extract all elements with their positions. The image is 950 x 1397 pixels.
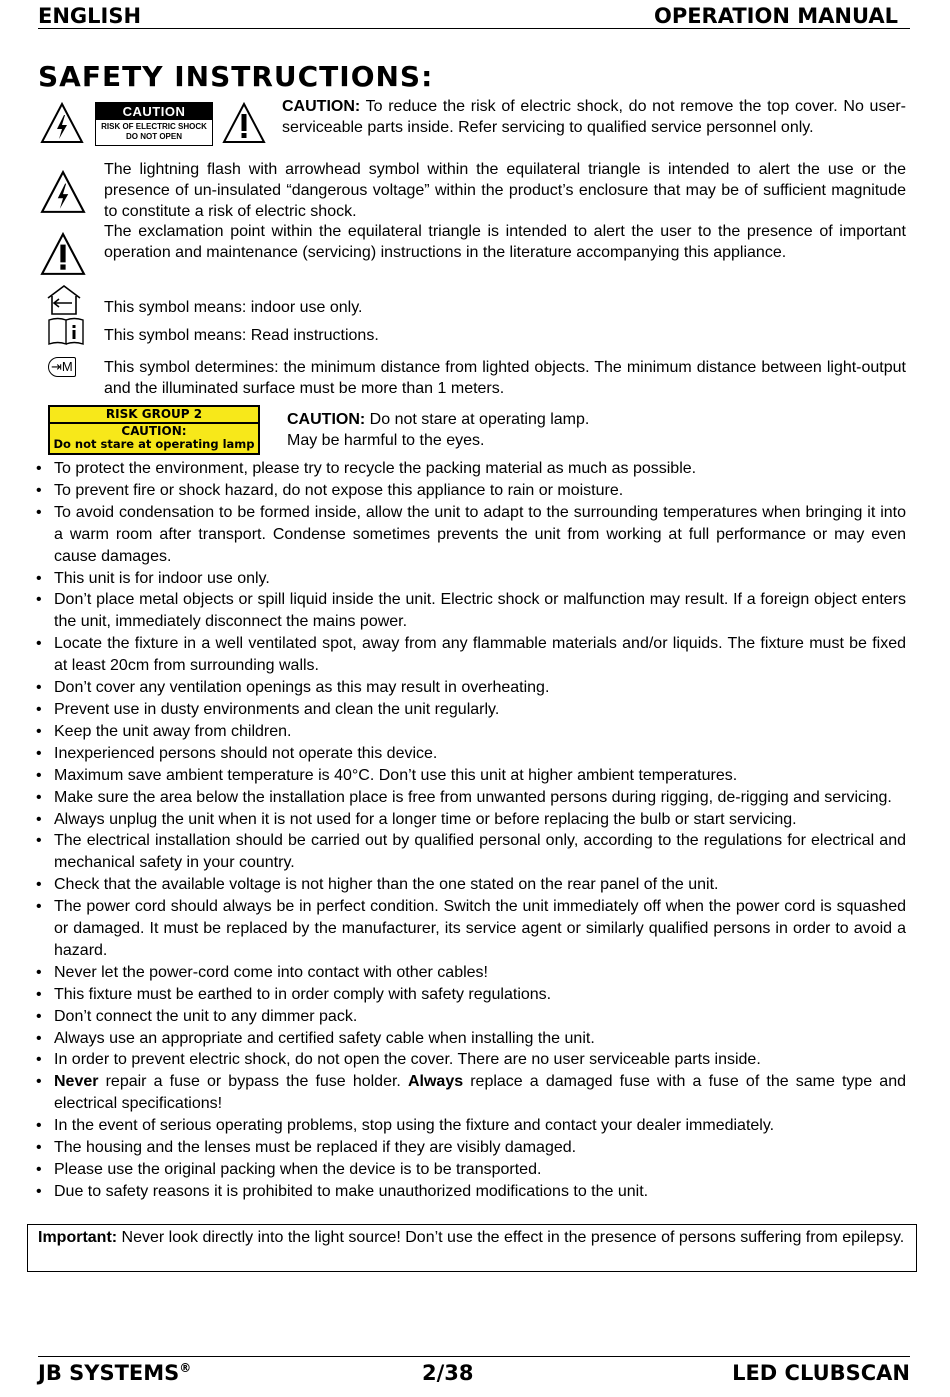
list-item: • To prevent fire or shock hazard, do not expose this appliance to rain or moisture. bbox=[36, 481, 624, 499]
footer-brand: JB SYSTEMS® bbox=[38, 1361, 192, 1385]
section-title: SAFETY INSTRUCTIONS: bbox=[38, 60, 434, 93]
caution-lamp-text: CAUTION: Do not stare at operating lamp. May be harmful to the eyes. bbox=[287, 411, 590, 449]
list-item: • This unit is for indoor use only. bbox=[36, 569, 270, 587]
list-item: • Don’t connect the unit to any dimmer pack. bbox=[36, 1007, 358, 1025]
list-item: • Due to safety reasons it is prohibited to make unauthorized modifications to the unit. bbox=[36, 1182, 649, 1200]
exclamation-symbol-icon bbox=[40, 231, 86, 277]
caution-cover-text: CAUTION: To reduce the risk of electric shock, do not remove the top cover. No user-serviceable parts inside. Refer servicing to qualified service personnel only. bbox=[282, 98, 906, 136]
exclamation-symbol-text: The exclamation point within the equilateral triangle is intended to alert the user to the presence of important operation and maintenance (servicing) instructions in the literature accompanying this appliance. bbox=[104, 223, 906, 261]
list-item: • Please use the original packing when the device is to be transported. bbox=[36, 1161, 542, 1178]
list-item: • Don’t place metal objects or spill liquid inside the unit. Electric shock or malfunction may result. If a foreign object enters the unit, immediately disconnect the mains power. bbox=[36, 591, 906, 631]
list-item: • In the event of serious operating problems, stop using the fixture and contact your dealer immediately. bbox=[36, 1117, 775, 1135]
list-item: • Always use an appropriate and certified safety cable when installing the unit. bbox=[36, 1029, 595, 1047]
lightning-warning-icon bbox=[40, 102, 84, 144]
important-notice: Important: Never look directly into the light source! Don’t use the effect in the presence of persons suffering from epilepsy. bbox=[27, 1224, 917, 1272]
list-item: • Locate the fixture in a well ventilated spot, away from any flammable materials and/or liquids. The fixture must be fixed at least 20cm from surrounding walls. bbox=[36, 635, 906, 675]
list-item: • To protect the environment, please try to recycle the packing material as much as possible. bbox=[36, 460, 697, 477]
list-item: • In order to prevent electric shock, do not open the cover. There are no user serviceable parts inside. bbox=[36, 1051, 761, 1069]
risk-group-title: RISK GROUP 2 bbox=[50, 407, 258, 424]
indoor-use-icon bbox=[46, 284, 82, 316]
list-item: • Check that the available voltage is not higher than the one stated on the rear panel of the unit. bbox=[36, 876, 719, 894]
page-header bbox=[38, 2, 910, 29]
list-item: • The power cord should always be in perfect condition. Switch the unit immediately off when the power cord is squashed or damaged. It must be replaced by the manufacturer, its service agent or similarly qualified persons in order to avoid a hazard. bbox=[36, 898, 906, 959]
list-item: • Never let the power-cord come into contact with other cables! bbox=[36, 963, 488, 981]
list-item: • Prevent use in dusty environments and clean the unit regularly. bbox=[36, 700, 500, 718]
read-instructions-icon bbox=[46, 316, 86, 346]
header-language: ENGLISH bbox=[38, 4, 142, 28]
caution-label bbox=[95, 102, 213, 146]
lightning-symbol-text: The lightning flash with arrowhead symbol within the equilateral triangle is intended to alert the use or the presence of un-insulated “dangerous voltage” within the product’s enclosure that may be of sufficient magnitude to constitute a risk of electric shock. bbox=[104, 161, 906, 220]
caution-label-text: RISK OF ELECTRIC SHOCK DO NOT OPEN bbox=[101, 122, 207, 141]
list-item: • Don’t cover any ventilation openings as this may result in overheating. bbox=[36, 679, 550, 697]
header-manual-title: OPERATION MANUAL bbox=[653, 4, 898, 28]
risk-label-caution: CAUTION: bbox=[121, 424, 187, 438]
footer-product: LED CLUBSCAN bbox=[732, 1361, 910, 1385]
lightning-symbol-icon bbox=[40, 170, 86, 214]
list-item: • To avoid condensation to be formed inside, allow the unit to adapt to the surrounding temperatures when bringing it into a warm room after transport. Condense sometimes prevents the unit from working at full performance or may even cause damages. bbox=[36, 503, 906, 565]
list-item: • Never repair a fuse or bypass the fuse holder. Always replace a damaged fuse with a fuse of the same type and electrical specifications! bbox=[36, 1073, 907, 1113]
list-item: • This fixture must be earthed to in order comply with safety regulations. bbox=[36, 985, 552, 1003]
page-number: 2/38 bbox=[422, 1361, 474, 1385]
list-item: • The housing and the lenses must be replaced if they are visibly damaged. bbox=[36, 1139, 577, 1157]
safety-bullet-list bbox=[30, 458, 906, 1203]
exclamation-warning-icon bbox=[222, 102, 266, 144]
read-symbol-text: This symbol means: Read instructions. bbox=[104, 327, 379, 344]
list-item: • Maximum save ambient temperature is 40°C. Don’t use this unit at higher ambient temperatures. bbox=[36, 766, 738, 784]
minimum-distance-icon: ⇥M bbox=[48, 357, 76, 377]
risk-group-label bbox=[48, 405, 260, 455]
list-item: • Inexperienced persons should not operate this device. bbox=[36, 744, 438, 762]
list-item: • Always unplug the unit when it is not used for a longer time or before replacing the bulb or start servicing. bbox=[36, 810, 797, 828]
indoor-symbol-text: This symbol means: indoor use only. bbox=[104, 299, 363, 316]
list-item: • Make sure the area below the installation place is free from unwanted persons during rigging, de-rigging and servicing. bbox=[36, 788, 892, 806]
list-item: • Keep the unit away from children. bbox=[36, 722, 292, 740]
distance-symbol-text: This symbol determines: the minimum distance from lighted objects. The minimum distance between light-output and the illuminated surface must be more than 1 meters. bbox=[104, 359, 906, 397]
list-item: • The electrical installation should be carried out by qualified personal only, according to the regulations for electrical and mechanical safety in your country. bbox=[36, 832, 906, 872]
page-footer bbox=[38, 1356, 910, 1393]
caution-label-title: CAUTION bbox=[96, 103, 212, 120]
risk-label-text: Do not stare at operating lamp bbox=[53, 437, 255, 451]
